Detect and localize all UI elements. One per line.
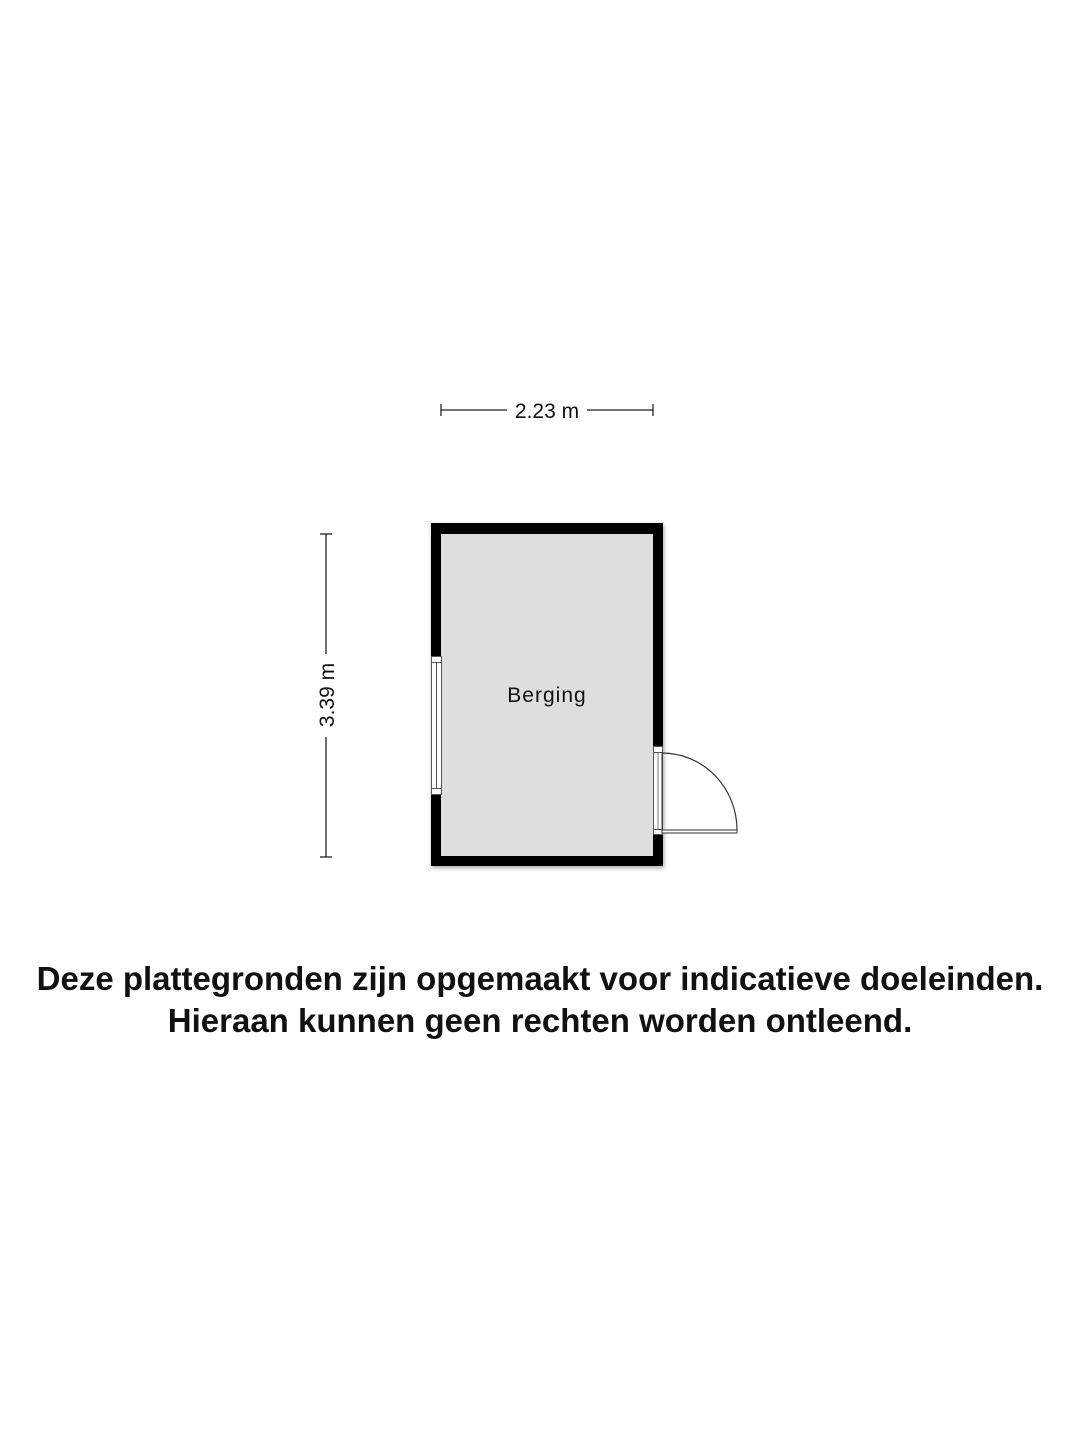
disclaimer-line-1: Deze plattegronden zijn opgemaakt voor indicatieve doeleinden. (36, 960, 1044, 997)
width-label: 2.23 m (514, 400, 580, 423)
height-label: 3.39 m (316, 662, 339, 728)
room-label: Berging (507, 684, 587, 707)
door-swing-arc (662, 753, 737, 830)
width-dimension (441, 400, 653, 423)
door-right (653, 746, 737, 835)
disclaimer-line-2: Hieraan kunnen geen rechten worden ontleend. (167, 1002, 913, 1039)
window-left (431, 656, 442, 795)
door-leaf (662, 830, 737, 833)
disclaimer (0, 958, 1080, 1042)
height-dimension (316, 534, 339, 857)
